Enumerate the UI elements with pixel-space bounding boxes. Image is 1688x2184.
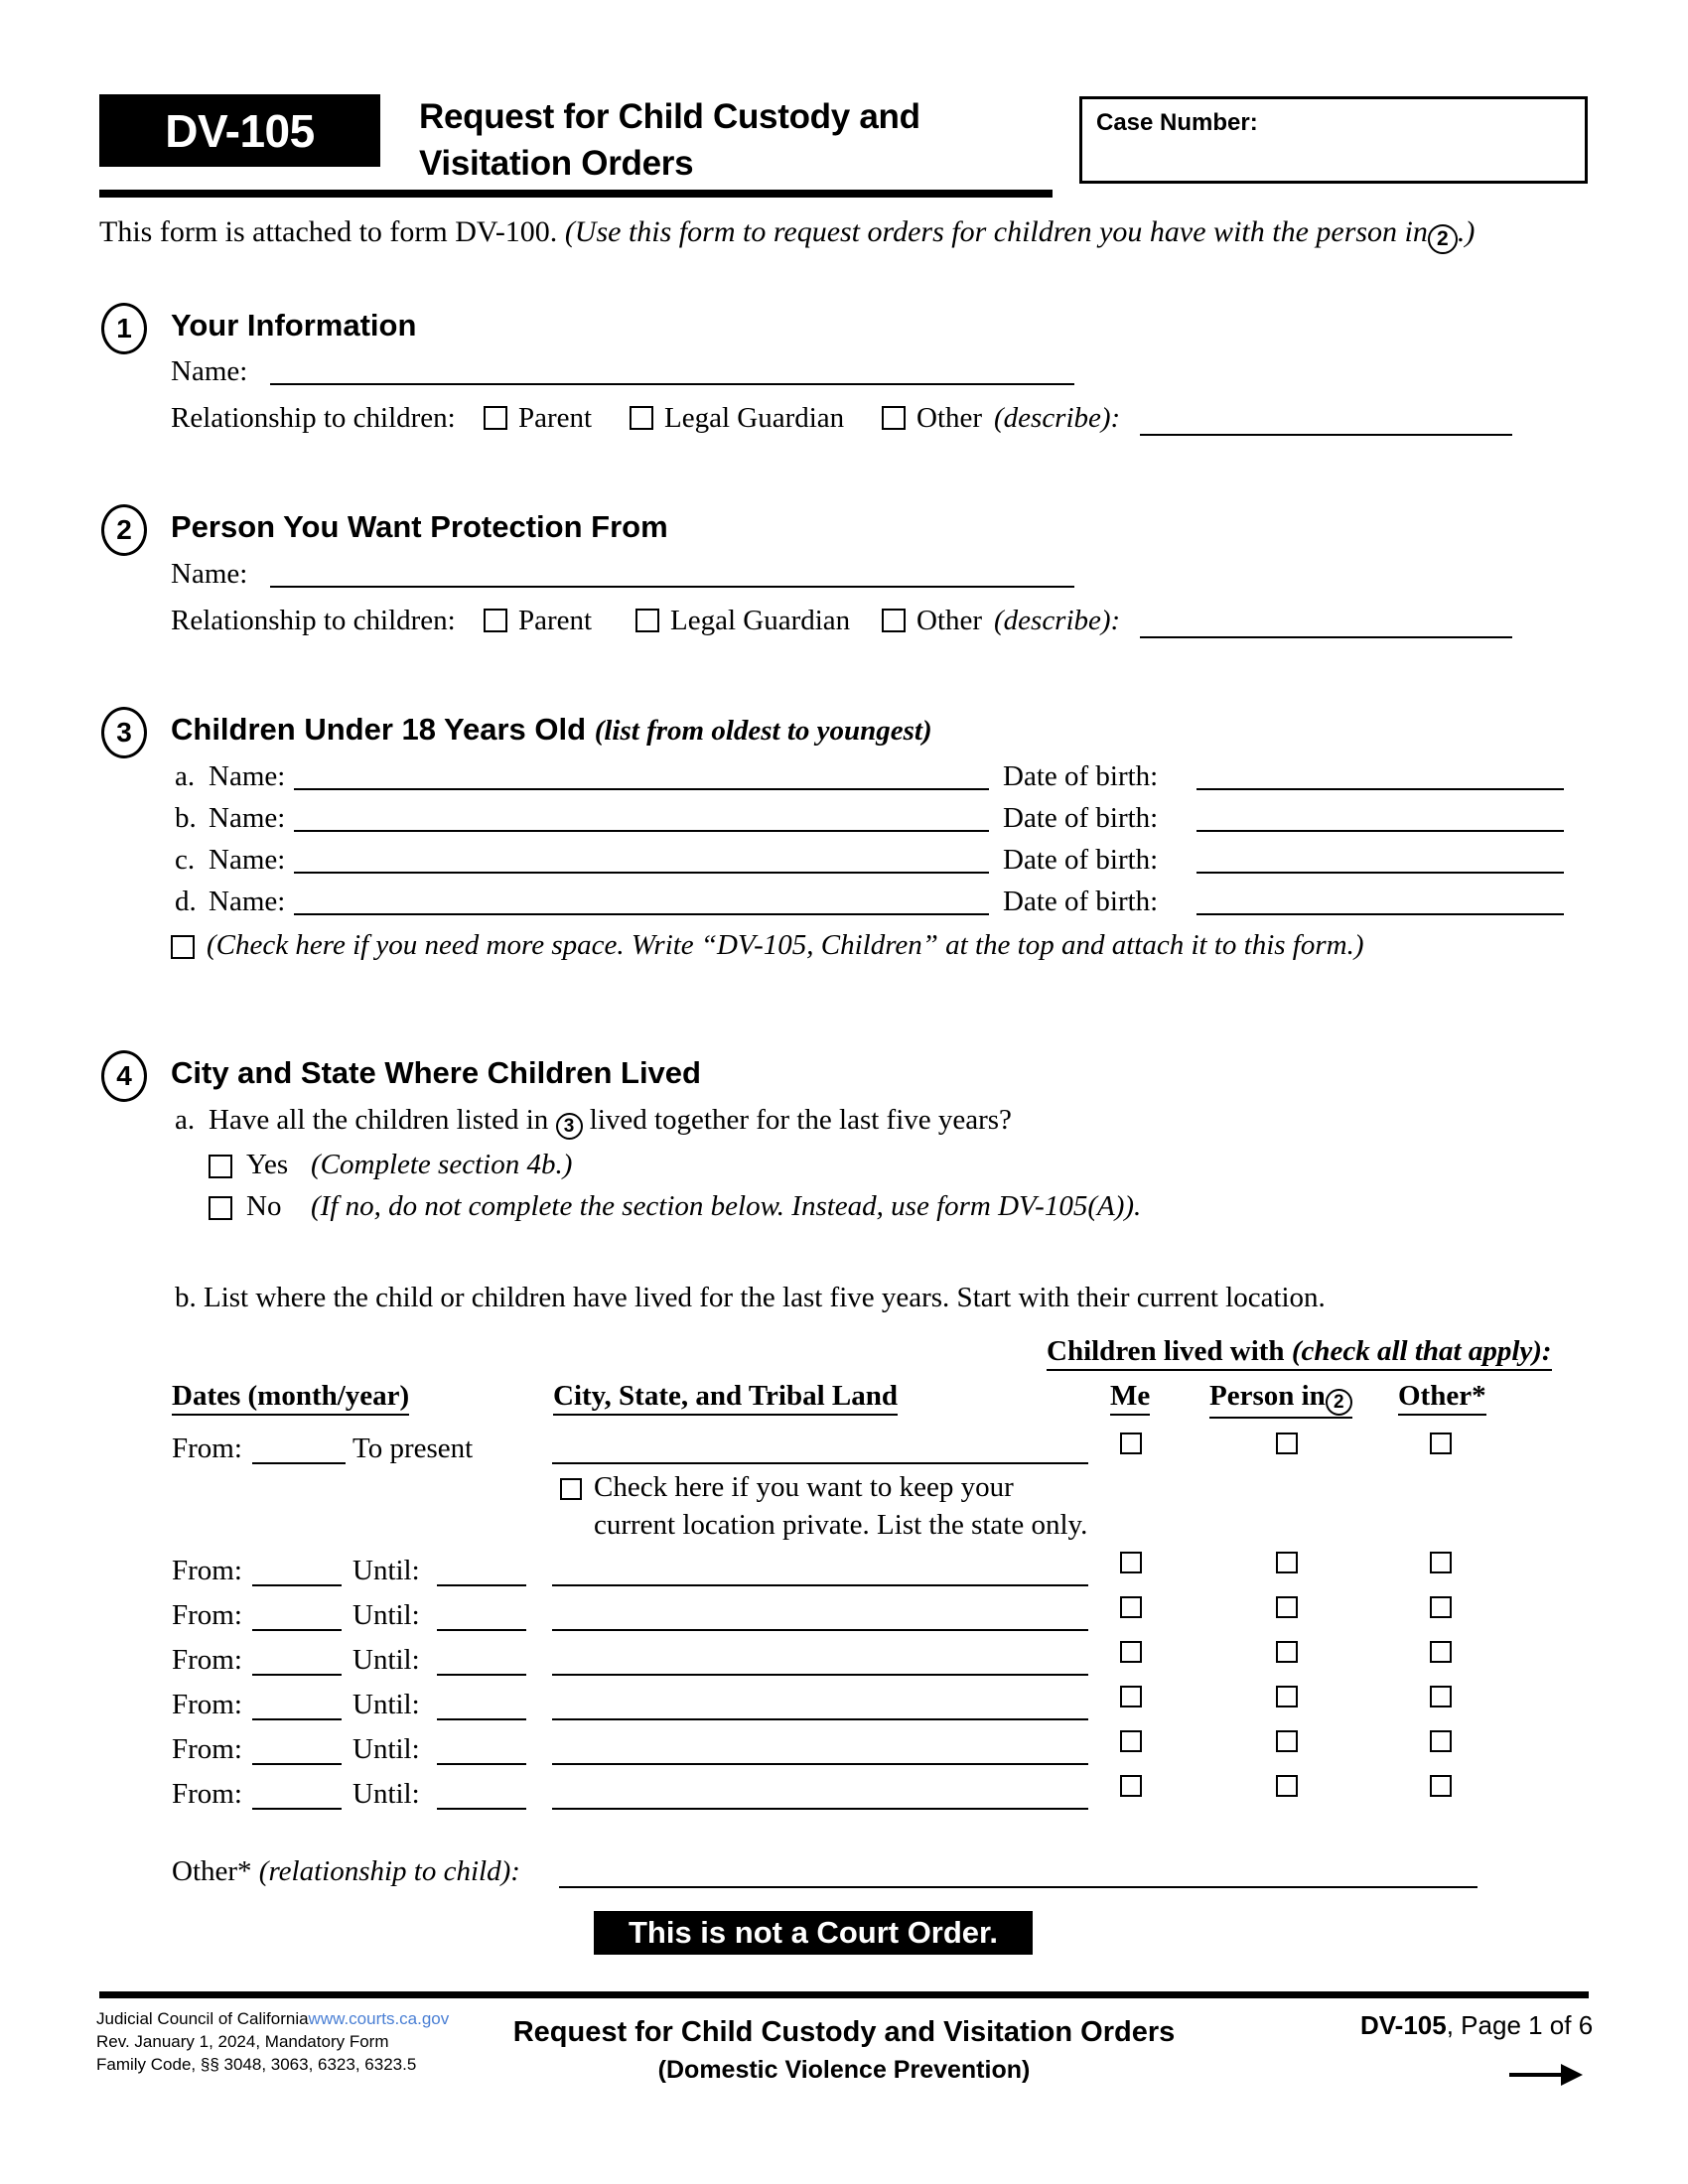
row-city-input[interactable] (552, 1674, 1088, 1676)
section-2-legal-guardian-label: Legal Guardian (670, 605, 851, 636)
children-lived-with-header (1047, 1335, 1552, 1371)
child-name-label: Name: (209, 844, 286, 876)
child-row-letter: d. (175, 886, 197, 917)
intro-italic-1: (Use this form to request orders for children you have with the person in (564, 215, 1428, 248)
col-header-me: Me (1110, 1380, 1150, 1416)
other-relationship-row (172, 1855, 520, 1888)
row-person-in-2-checkbox[interactable] (1276, 1686, 1298, 1707)
child-dob-label: Date of birth: (1003, 886, 1159, 917)
section-4a-yes-hint: (Complete section 4b.) (311, 1149, 573, 1180)
row-other-checkbox[interactable] (1430, 1775, 1452, 1797)
row-other-checkbox[interactable] (1430, 1730, 1452, 1752)
col-header-city: City, State, and Tribal Land (553, 1380, 898, 1416)
child-dob-input[interactable] (1196, 788, 1564, 790)
row-from-input[interactable] (252, 1629, 342, 1631)
section-4a-yes-checkbox[interactable] (209, 1155, 232, 1178)
col-header-person-in-2 (1209, 1380, 1352, 1419)
section-3-heading-hint: (list from oldest to youngest) (594, 715, 932, 747)
child-name-input[interactable] (294, 913, 989, 915)
circled-number-2-icon: 2 (1326, 1389, 1352, 1416)
row-person-in-2-checkbox[interactable] (1276, 1641, 1298, 1663)
row-other-checkbox[interactable] (1430, 1686, 1452, 1707)
row-person-in-2-checkbox[interactable] (1276, 1775, 1298, 1797)
child-row-letter: c. (175, 844, 196, 876)
child-dob-label: Date of birth: (1003, 802, 1159, 834)
row1-other-checkbox[interactable] (1430, 1433, 1452, 1454)
section-2-relationship-label: Relationship to children: (171, 605, 456, 636)
footer-divider (99, 1991, 1589, 1998)
row-until-label: Until: (352, 1555, 420, 1586)
section-4a-no-checkbox[interactable] (209, 1196, 232, 1220)
section-1-other-checkbox[interactable] (882, 406, 906, 430)
footer-page-info (1360, 2010, 1593, 2041)
row1-from-label: From: (172, 1433, 242, 1464)
child-row-letter: b. (175, 802, 197, 834)
section-3-heading-text: Children Under 18 Years Old (171, 712, 587, 747)
row1-to-present-label: To present (352, 1433, 474, 1464)
section-1-name-label: Name: (171, 355, 248, 387)
section-4-marker: 4 (101, 1050, 147, 1102)
footer-subtitle-line: (Domestic Violence Prevention) (657, 2056, 1031, 2084)
row-until-input[interactable] (437, 1629, 526, 1631)
form-header (99, 94, 1589, 189)
footer-revision-line: Rev. January 1, 2024, Mandatory Form (96, 2032, 389, 2051)
row-until-label: Until: (352, 1689, 420, 1720)
row-until-input[interactable] (437, 1584, 526, 1586)
section-2-name-label: Name: (171, 558, 248, 590)
intro-text (99, 215, 1475, 254)
row-from-label: From: (172, 1644, 242, 1676)
section-2-heading: Person You Want Protection From (171, 509, 668, 544)
row-until-input[interactable] (437, 1718, 526, 1720)
child-name-input[interactable] (294, 872, 989, 874)
section-1-legal-guardian-checkbox[interactable] (630, 406, 653, 430)
footer-form-code: DV-105 (1360, 2010, 1447, 2040)
section-4a-yes-label: Yes (246, 1149, 289, 1180)
section-3-more-space-note: (Check here if you need more space. Write “DV-105, Children” at the top and attach it to this form.) (207, 929, 1364, 961)
footer-council-text: Judicial Council of California (96, 2009, 309, 2028)
row-me-checkbox[interactable] (1120, 1552, 1142, 1573)
section-2-name-input[interactable] (270, 586, 1074, 588)
footer-courts-link[interactable]: www.courts.ca.gov (308, 2009, 450, 2028)
section-2-other-input[interactable] (1140, 636, 1512, 638)
section-1-other-input[interactable] (1140, 434, 1512, 436)
section-2-marker: 2 (101, 504, 147, 556)
child-dob-input[interactable] (1196, 913, 1564, 915)
case-number-label: Case Number: (1096, 109, 1258, 136)
row-from-input[interactable] (252, 1584, 342, 1586)
row-from-input[interactable] (252, 1808, 342, 1810)
row-from-label: From: (172, 1778, 242, 1810)
row-me-checkbox[interactable] (1120, 1730, 1142, 1752)
row-from-label: From: (172, 1555, 242, 1586)
intro-italic-2: .) (1457, 215, 1476, 248)
section-4b-text: b. List where the child or children have lived for the last five years. Start with their current location. (175, 1282, 1326, 1313)
row-person-in-2-checkbox[interactable] (1276, 1730, 1298, 1752)
row-until-input[interactable] (437, 1674, 526, 1676)
col-header-dates: Dates (month/year) (172, 1380, 409, 1416)
row-city-input[interactable] (552, 1763, 1088, 1765)
circled-number-3-icon: 3 (556, 1113, 583, 1140)
footer-family-code-line: Family Code, §§ 3048, 3063, 6323, 6323.5 (96, 2055, 417, 2074)
row-from-input[interactable] (252, 1718, 342, 1720)
form-code-badge: DV-105 (99, 94, 380, 167)
row-me-checkbox[interactable] (1120, 1775, 1142, 1797)
child-name-label: Name: (209, 760, 286, 792)
child-name-input[interactable] (294, 788, 989, 790)
section-1-name-input[interactable] (270, 383, 1074, 385)
section-2-legal-guardian-checkbox[interactable] (635, 609, 659, 632)
row-me-checkbox[interactable] (1120, 1596, 1142, 1618)
next-page-arrow-icon (1509, 2062, 1583, 2088)
form-title-line1: Request for Child Custody and (419, 97, 920, 136)
row-person-in-2-checkbox[interactable] (1276, 1552, 1298, 1573)
child-dob-input[interactable] (1196, 830, 1564, 832)
intro-plain: This form is attached to form DV-100. (99, 215, 558, 248)
section-4a-question-part1: Have all the children listed in (209, 1104, 549, 1136)
row-city-input[interactable] (552, 1718, 1088, 1720)
section-2-parent-checkbox[interactable] (484, 609, 507, 632)
header-divider (99, 190, 1053, 198)
row-until-label: Until: (352, 1778, 420, 1810)
child-dob-label: Date of birth: (1003, 844, 1159, 876)
row-from-label: From: (172, 1689, 242, 1720)
section-2-other-label: Other (916, 605, 983, 636)
row1-from-input[interactable] (252, 1462, 346, 1464)
section-3-heading (171, 712, 932, 748)
section-4a-question (209, 1104, 1012, 1140)
row-city-input[interactable] (552, 1629, 1088, 1631)
keep-location-private-line1: Check here if you want to keep your (594, 1471, 1014, 1503)
section-4a-label: a. (175, 1104, 196, 1136)
not-a-court-order-banner: This is not a Court Order. (594, 1911, 1033, 1955)
row-other-checkbox[interactable] (1430, 1596, 1452, 1618)
section-2-other-hint: (describe): (994, 605, 1121, 636)
section-1-heading: Your Information (171, 308, 417, 342)
row1-city-input[interactable] (552, 1462, 1088, 1464)
row-me-checkbox[interactable] (1120, 1686, 1142, 1707)
row-until-label: Until: (352, 1599, 420, 1631)
row-until-input[interactable] (437, 1763, 526, 1765)
section-3-more-space-checkbox[interactable] (171, 935, 195, 959)
other-relationship-input[interactable] (559, 1886, 1477, 1888)
row-me-checkbox[interactable] (1120, 1641, 1142, 1663)
case-number-box[interactable] (1079, 96, 1588, 184)
keep-location-private-checkbox[interactable] (560, 1478, 582, 1500)
children-lived-with-title: Children lived with (1047, 1335, 1285, 1367)
row-from-input[interactable] (252, 1674, 342, 1676)
row-city-input[interactable] (552, 1584, 1088, 1586)
row-city-input[interactable] (552, 1808, 1088, 1810)
section-4-heading: City and State Where Children Lived (171, 1055, 701, 1090)
footer-page-number: , Page 1 of 6 (1446, 2010, 1594, 2040)
child-name-input[interactable] (294, 830, 989, 832)
section-4a-question-part2: lived together for the last five years? (589, 1104, 1012, 1136)
child-name-label: Name: (209, 802, 286, 834)
row-until-label: Until: (352, 1644, 420, 1676)
section-4a-no-hint: (If no, do not complete the section below. Instead, use form DV-105(A)). (311, 1190, 1142, 1222)
section-1-marker: 1 (101, 303, 147, 354)
other-relationship-hint: (relationship to child): (258, 1855, 520, 1887)
section-1-legal-guardian-label: Legal Guardian (664, 402, 845, 434)
row-until-label: Until: (352, 1733, 420, 1765)
child-dob-input[interactable] (1196, 872, 1564, 874)
form-title (419, 93, 1055, 187)
section-2-parent-label: Parent (518, 605, 593, 636)
row-from-label: From: (172, 1733, 242, 1765)
row-from-label: From: (172, 1599, 242, 1631)
section-2-other-checkbox[interactable] (882, 609, 906, 632)
row-other-checkbox[interactable] (1430, 1641, 1452, 1663)
row-other-checkbox[interactable] (1430, 1552, 1452, 1573)
circled-number-2-icon: 2 (1428, 224, 1458, 254)
other-relationship-label: Other* (172, 1855, 252, 1887)
section-1-other-hint: (describe): (994, 402, 1121, 434)
col-header-other: Other* (1398, 1380, 1486, 1416)
row1-me-checkbox[interactable] (1120, 1433, 1142, 1454)
row-from-input[interactable] (252, 1763, 342, 1765)
child-row-letter: a. (175, 760, 196, 792)
child-dob-label: Date of birth: (1003, 760, 1159, 792)
section-1-relationship-label: Relationship to children: (171, 402, 456, 434)
row-person-in-2-checkbox[interactable] (1276, 1596, 1298, 1618)
children-lived-with-hint: (check all that apply): (1291, 1335, 1552, 1367)
row-until-input[interactable] (437, 1808, 526, 1810)
child-name-label: Name: (209, 886, 286, 917)
col-header-person-in-text: Person in (1209, 1380, 1326, 1412)
section-3-marker: 3 (101, 707, 147, 758)
keep-location-private-line2: current location private. List the state only. (594, 1509, 1088, 1541)
section-1-other-label: Other (916, 402, 983, 434)
section-1-parent-label: Parent (518, 402, 593, 434)
footer-title-line: Request for Child Custody and Visitation Orders (512, 2016, 1176, 2048)
section-4a-no-label: No (246, 1190, 282, 1222)
form-title-line2: Visitation Orders (419, 144, 694, 183)
section-1-parent-checkbox[interactable] (484, 406, 507, 430)
row1-person-in-2-checkbox[interactable] (1276, 1433, 1298, 1454)
